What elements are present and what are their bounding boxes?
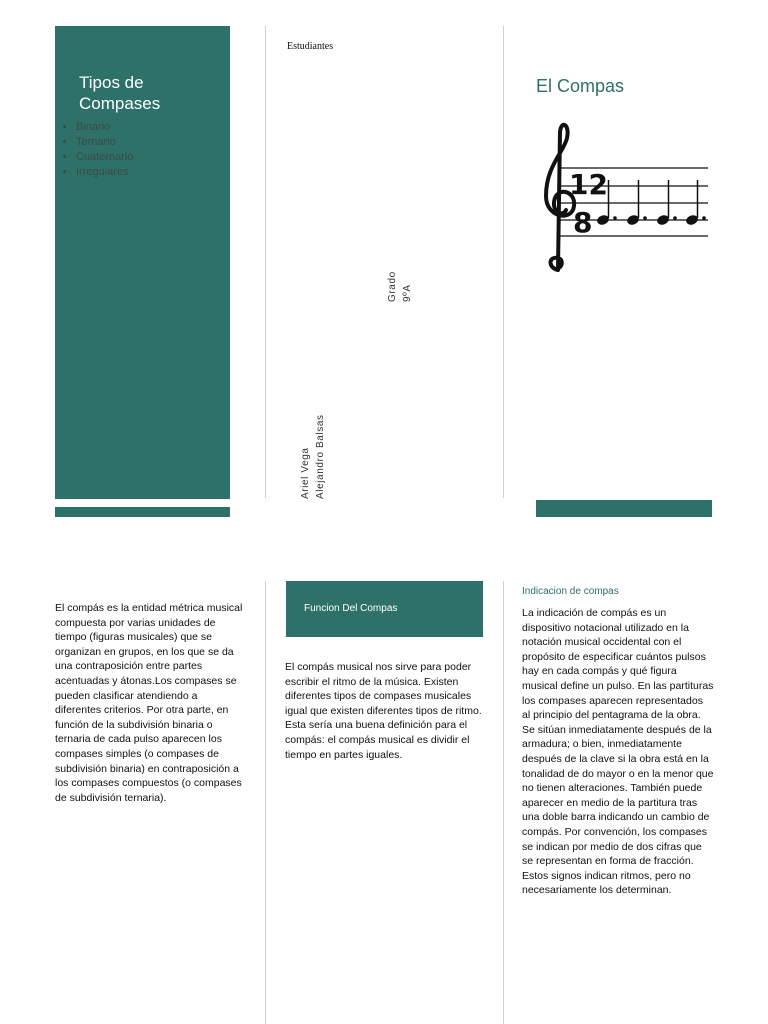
funcion-title: Funcion Del Compas — [304, 603, 398, 614]
indicacion-paragraph: La indicación de compás es un dispositivo notacional utilizado en la notación musical occidental con el propósito de especificar cuántos pulsos hay en cada compás y qué figura musical define un pulso. En las partituras los compases aparecen representados al principio del pentagrama de la obra. Se sitúan inmediatamente después de la armadura; o bien, inmediatamente después de la clave si la obra está en la tonalidad de do mayor o en la menor que no tienen alteraciones. También puede aparecer en medio de la partitura tras una doble barra indicando un cambio de compás. Por convención, los compases se indican por medio de dos cifras que se representan en forma de fracción. Estos signos indican ritmos, pero no necesariamente los determinan. — [522, 607, 714, 897]
types-title: Tipos de Compases — [79, 73, 161, 113]
music-staff-image — [540, 118, 712, 278]
grade-value: 9ºA — [402, 284, 413, 302]
compas-title: El Compas — [536, 76, 625, 96]
grade-label: Grado — [387, 271, 398, 302]
time-signature-bottom: 8 — [573, 206, 593, 239]
student-names — [298, 414, 328, 499]
student-name: Ariel Vega — [300, 447, 311, 499]
funcion-header — [286, 581, 483, 637]
column-divider-bottom-2 — [503, 581, 504, 1024]
funcion-paragraph: El compás musical nos sirve para poder escribir el ritmo de la música. Existen diferentes tipos de compases musicales igual que existen diferentes tipos de ritmo. Esta sería una buena definición para el compás: el compás musical es dividir el tiempo en partes iguales. — [285, 661, 482, 761]
column-divider-top-2 — [503, 26, 504, 498]
column-divider-bottom-1 — [265, 581, 266, 1024]
types-list-item: • Ternario — [76, 135, 133, 150]
indicacion-title: Indicacion de compas — [522, 586, 619, 597]
students-label: Estudiantes — [287, 41, 334, 52]
types-list-item: • Cuaternario — [76, 150, 133, 165]
left-accent-bar — [55, 507, 230, 517]
time-signature-top: 12 — [569, 168, 608, 201]
types-list-item: • Binario — [76, 120, 133, 135]
student-name: Alejandro Balsas — [315, 414, 326, 499]
types-panel — [55, 26, 230, 499]
definition-paragraph: El compás es la entidad métrica musical compuesta por varias unidades de tiempo (figuras musicales) que se organizan en grupos, en los que se da una contraposición entre partes acentuadas y átonas.Los compases se pueden clasificar atendiendo a diferentes criterios. Por otra parte, en función de la subdivisión binaria o ternaria de cada pulso aparecen los compases simples (o compases de subdivisión binaria) en contraposición a los compases compuestos (o compases de subdivisión ternaria). — [55, 602, 243, 804]
right-accent-bar — [536, 500, 712, 517]
grade-block — [385, 271, 415, 302]
types-list-item: • Irregulares — [76, 165, 133, 180]
types-list — [61, 120, 133, 180]
column-divider-top-1 — [265, 26, 266, 498]
